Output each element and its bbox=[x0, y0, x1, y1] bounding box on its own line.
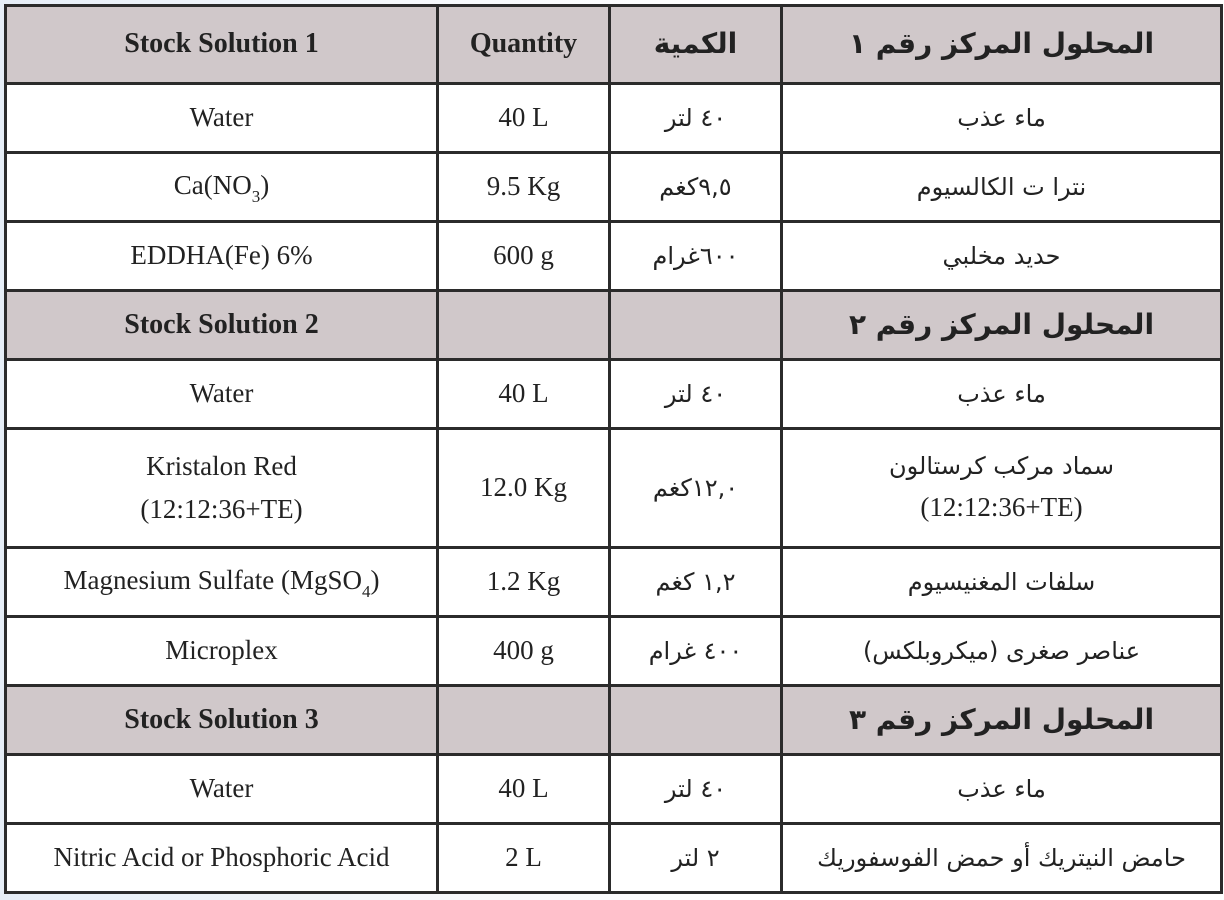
item-ar: سلفات المغنيسيوم bbox=[782, 548, 1222, 617]
stock3-en: Stock Solution 3 bbox=[6, 686, 438, 755]
item-en-line1: Kristalon Red bbox=[146, 450, 297, 481]
qty-ar: ١,٢ كغم bbox=[610, 548, 782, 617]
blank-cell bbox=[610, 291, 782, 360]
item-ar-line1: سماد مركب كرستالون bbox=[889, 452, 1114, 481]
item-en bbox=[6, 429, 438, 548]
table-row bbox=[6, 360, 1222, 429]
formula-main: Ca(NO bbox=[173, 169, 252, 200]
stock3-ar: المحلول المركز رقم ٣ bbox=[782, 686, 1222, 755]
blank-cell bbox=[610, 686, 782, 755]
item-ar: حديد مخلبي bbox=[782, 222, 1222, 291]
qty-en: 12.0 Kg bbox=[438, 429, 610, 548]
qty-en: 9.5 Kg bbox=[438, 153, 610, 222]
qty-ar: ٩,٥كغم bbox=[610, 153, 782, 222]
item-en: Water bbox=[6, 755, 438, 824]
qty-en: 600 g bbox=[438, 222, 610, 291]
qty-ar: ٢ لتر bbox=[610, 824, 782, 893]
item-ar-line2: (12:12:36+TE) bbox=[920, 491, 1083, 522]
table-row bbox=[6, 755, 1222, 824]
qty-en: 2 L bbox=[438, 824, 610, 893]
item-en: Microplex bbox=[6, 617, 438, 686]
table-row bbox=[6, 548, 1222, 617]
item-ar: ماء عذب bbox=[782, 360, 1222, 429]
header-stock1-ar: المحلول المركز رقم ١ bbox=[782, 6, 1222, 84]
item-ar: ماء عذب bbox=[782, 755, 1222, 824]
section-header-row bbox=[6, 291, 1222, 360]
qty-ar: ٤٠ لتر bbox=[610, 360, 782, 429]
table-row bbox=[6, 429, 1222, 548]
item-en: Water bbox=[6, 84, 438, 153]
stock2-en: Stock Solution 2 bbox=[6, 291, 438, 360]
qty-en: 40 L bbox=[438, 755, 610, 824]
blank-cell bbox=[438, 291, 610, 360]
formula-end: ) bbox=[260, 169, 270, 200]
qty-ar: ١٢,٠كغم bbox=[610, 429, 782, 548]
item-en: Water bbox=[6, 360, 438, 429]
qty-ar: ٤٠ لتر bbox=[610, 755, 782, 824]
qty-en: 40 L bbox=[438, 360, 610, 429]
table-row bbox=[6, 617, 1222, 686]
formula-main: Magnesium Sulfate (MgSO bbox=[63, 564, 362, 595]
item-ar bbox=[782, 429, 1222, 548]
formula-subscript: 3 bbox=[251, 186, 261, 206]
section-header-row bbox=[6, 686, 1222, 755]
item-en: EDDHA(Fe) 6% bbox=[6, 222, 438, 291]
qty-en: 1.2 Kg bbox=[438, 548, 610, 617]
qty-en: 400 g bbox=[438, 617, 610, 686]
table-header-row bbox=[6, 6, 1222, 84]
table-row bbox=[6, 222, 1222, 291]
table-row bbox=[6, 153, 1222, 222]
table-row bbox=[6, 824, 1222, 893]
stock2-ar: المحلول المركز رقم ٢ bbox=[782, 291, 1222, 360]
formula-subscript: 4 bbox=[361, 581, 371, 601]
formula-end: ) bbox=[370, 564, 380, 595]
item-en bbox=[6, 153, 438, 222]
qty-en: 40 L bbox=[438, 84, 610, 153]
blank-cell bbox=[438, 686, 610, 755]
qty-ar: ٤٠ لتر bbox=[610, 84, 782, 153]
item-en: Nitric Acid or Phosphoric Acid bbox=[6, 824, 438, 893]
item-ar: نترا ت الكالسيوم bbox=[782, 153, 1222, 222]
nutrient-stock-table bbox=[4, 4, 1223, 894]
item-ar: ماء عذب bbox=[782, 84, 1222, 153]
header-quantity-ar: الكمية bbox=[610, 6, 782, 84]
qty-ar: ٤٠٠ غرام bbox=[610, 617, 782, 686]
item-ar: عناصر صغرى (ميكروبلكس) bbox=[782, 617, 1222, 686]
item-en bbox=[6, 548, 438, 617]
item-en-line2: (12:12:36+TE) bbox=[140, 494, 303, 524]
qty-ar: ٦٠٠غرام bbox=[610, 222, 782, 291]
header-quantity-en: Quantity bbox=[438, 6, 610, 84]
table-row bbox=[6, 84, 1222, 153]
header-stock1-en: Stock Solution 1 bbox=[6, 6, 438, 84]
item-ar: حامض النيتريك أو حمض الفوسفوريك bbox=[782, 824, 1222, 893]
